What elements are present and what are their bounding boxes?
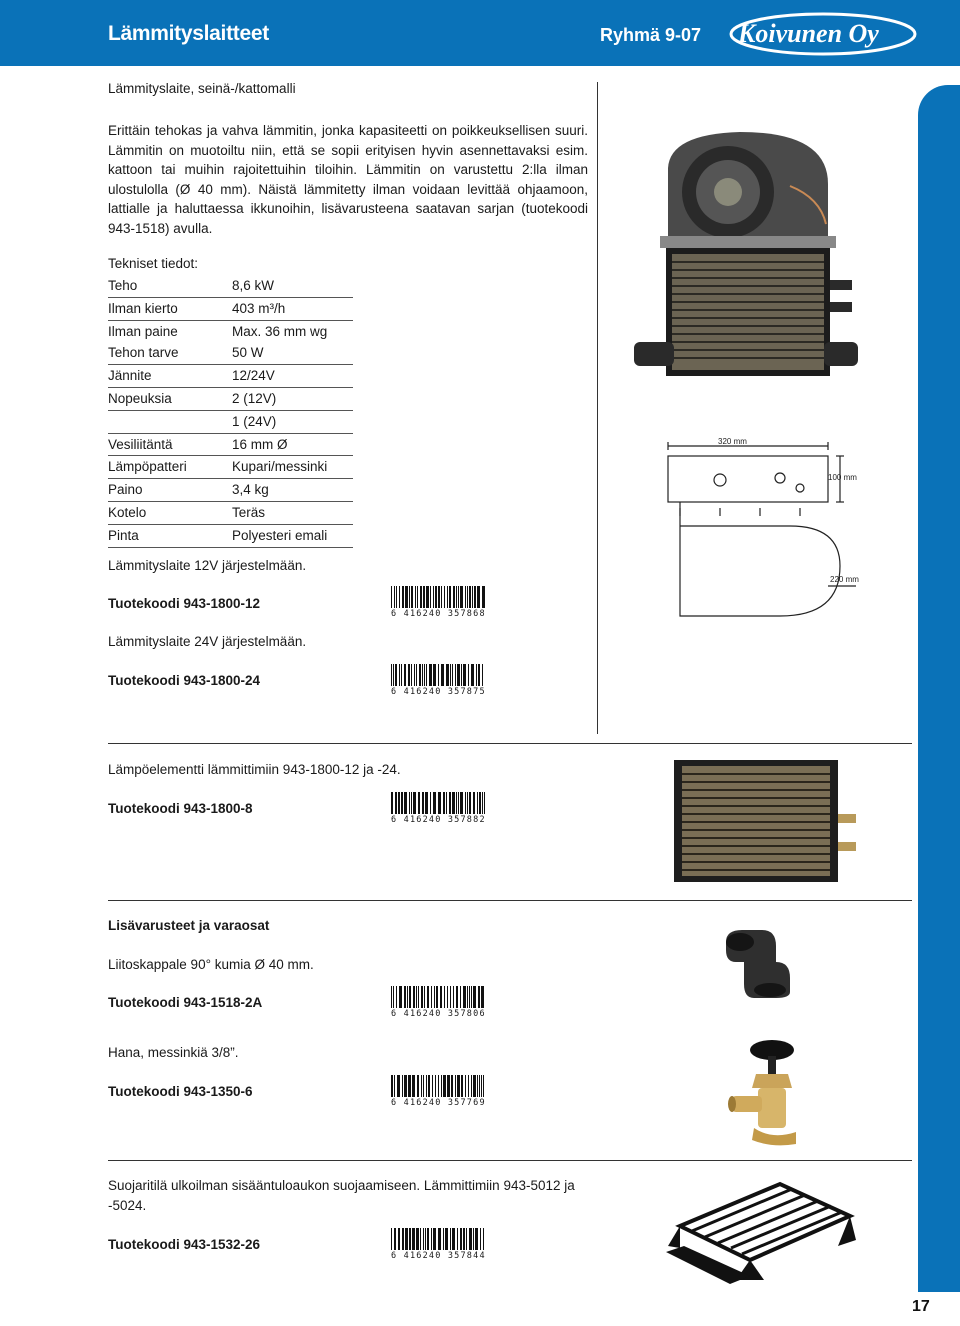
- spec-row: [108, 456, 353, 479]
- barcode-number: 6 416240 357868: [391, 609, 486, 619]
- spec-key: Pinta: [108, 527, 139, 543]
- spec-key: Paino: [108, 482, 143, 498]
- product-description: Erittäin tehokas ja vahva lämmitin, jonka kapasiteetti on poikkeuksellisen suuri. Lämmitin on muotoiltu niin, että se sopii erityisen hyvin asennettavaksi esim. kattoon tai muihin rajoitettuihin tiloihin. Lämmitin on varustettu 2:lla ilman ulostulolla (Ø 40 mm). Näistä lämmitetty ilman voidaan levittää ohjaamoon, lattialle ja haluttaessa ikkunoihin, lisävarusteena saatavan sarjan (tuotekoodi 943-1518) avulla.: [108, 123, 588, 236]
- spec-value: Kupari/messinki: [232, 459, 328, 475]
- accessories-heading: Lisävarusteet ja varaosat: [108, 918, 270, 933]
- spec-value: 12/24V: [232, 368, 275, 384]
- barcode-bars: [391, 586, 487, 608]
- heater-photo: [630, 128, 862, 390]
- spec-row: [108, 434, 353, 457]
- spec-value: 1 (24V): [232, 413, 277, 429]
- spec-value: 50 W: [232, 345, 264, 361]
- spec-value: 3,4 kg: [232, 482, 269, 498]
- spec-row: [108, 411, 353, 434]
- spec-key: Nopeuksia: [108, 390, 172, 406]
- spec-key: Ilman kierto: [108, 300, 178, 316]
- spec-value: 2 (12V): [232, 390, 277, 406]
- variant-24v-label: Lämmityslaite 24V järjestelmään.: [108, 634, 307, 649]
- dim-width: 320 mm: [718, 437, 747, 446]
- section-heading: Lämmityslaite, seinä-/kattomalli: [108, 81, 296, 96]
- spec-row: [108, 298, 353, 321]
- spec-key: Vesiliitäntä: [108, 436, 173, 452]
- brass-tap-photo: [726, 1036, 816, 1148]
- barcode-12v: [391, 586, 487, 619]
- accessory-1-label: Liitoskappale 90° kumia Ø 40 mm.: [108, 957, 314, 972]
- spec-row: [108, 275, 353, 298]
- spec-key: Lämpöpatteri: [108, 459, 187, 475]
- product-code-element: Tuotekoodi 943-1800-8: [108, 801, 253, 816]
- grille-label: Suojaritilä ulkoilman sisääntuloaukon suojaamiseen. Lämmittimiin 943-5012 ja -5024.: [108, 1178, 575, 1213]
- spec-value: Teräs: [232, 504, 266, 520]
- spec-value: 8,6 kW: [232, 278, 275, 293]
- spec-title: Tekniset tiedot:: [108, 256, 199, 271]
- variant-12v-label: Lämmityslaite 12V järjestelmään.: [108, 558, 307, 573]
- rubber-elbow-photo: [716, 922, 796, 1002]
- spec-key: Tehon tarve: [108, 345, 179, 361]
- brand-logo: [728, 8, 918, 58]
- svg-text:Koivunen Oy: Koivunen Oy: [738, 19, 879, 48]
- product-code-accessory-1: Tuotekoodi 943-1518-2A: [108, 995, 263, 1010]
- dim-depth: 220 mm: [830, 575, 859, 584]
- spec-value: Max. 36 mm wg: [232, 323, 328, 339]
- spec-value: 16 mm Ø: [232, 436, 288, 452]
- dimension-drawing: [660, 436, 860, 626]
- heating-element-label: Lämpöelementti lämmittimiin 943-1800-12 ja -24.: [108, 762, 401, 777]
- spec-row: [108, 365, 353, 388]
- product-code-accessory-2: Tuotekoodi 943-1350-6: [108, 1084, 253, 1099]
- page-number: 17: [912, 1298, 930, 1315]
- accessory-2-label: Hana, messinkiä 3/8”.: [108, 1045, 239, 1060]
- barcode-24v: [391, 664, 487, 697]
- group-label: Ryhmä 9-07: [600, 25, 702, 45]
- side-rail: [918, 85, 960, 1326]
- barcode-bars: [391, 1228, 487, 1250]
- spec-key: Kotelo: [108, 504, 147, 520]
- barcode-number: 6 416240 357806: [391, 1009, 486, 1019]
- product-code-24v: Tuotekoodi 943-1800-24: [108, 673, 261, 688]
- barcode-grille: [391, 1228, 487, 1261]
- page-title: Lämmityslaitteet: [108, 22, 269, 45]
- column-divider: [597, 82, 598, 734]
- spec-row: [108, 502, 353, 525]
- page-header: [0, 0, 960, 66]
- spec-table: [108, 275, 353, 548]
- barcode-number: 6 416240 357769: [391, 1098, 486, 1108]
- spec-key: Teho: [108, 278, 138, 293]
- product-code-12v: Tuotekoodi 943-1800-12: [108, 596, 261, 611]
- barcode-accessory-2: [391, 1075, 487, 1108]
- spec-value: Polyesteri emali: [232, 527, 328, 543]
- section-divider: [108, 1160, 912, 1161]
- barcode-number: 6 416240 357844: [391, 1251, 486, 1261]
- section-divider: [108, 743, 912, 744]
- grille-photo: [660, 1176, 860, 1288]
- spec-row: [108, 388, 353, 411]
- spec-row: [108, 525, 353, 548]
- dim-height: 100 mm: [828, 473, 857, 482]
- product-code-grille: Tuotekoodi 943-1532-26: [108, 1237, 261, 1252]
- barcode-bars: [391, 664, 487, 686]
- spec-row: [108, 342, 353, 365]
- spec-key: Jännite: [108, 368, 152, 384]
- barcode-number: 6 416240 357875: [391, 687, 486, 697]
- heating-element-photo: [668, 756, 868, 886]
- barcode-number: 6 416240 357882: [391, 815, 486, 825]
- spec-value: 403 m³/h: [232, 300, 286, 316]
- barcode-element: [391, 792, 487, 825]
- section-divider: [108, 900, 912, 901]
- barcode-bars: [391, 986, 487, 1008]
- spec-row: [108, 321, 353, 343]
- barcode-bars: [391, 792, 487, 814]
- spec-row: [108, 479, 353, 502]
- barcode-bars: [391, 1075, 487, 1097]
- spec-key: Ilman paine: [108, 323, 178, 339]
- barcode-accessory-1: [391, 986, 487, 1019]
